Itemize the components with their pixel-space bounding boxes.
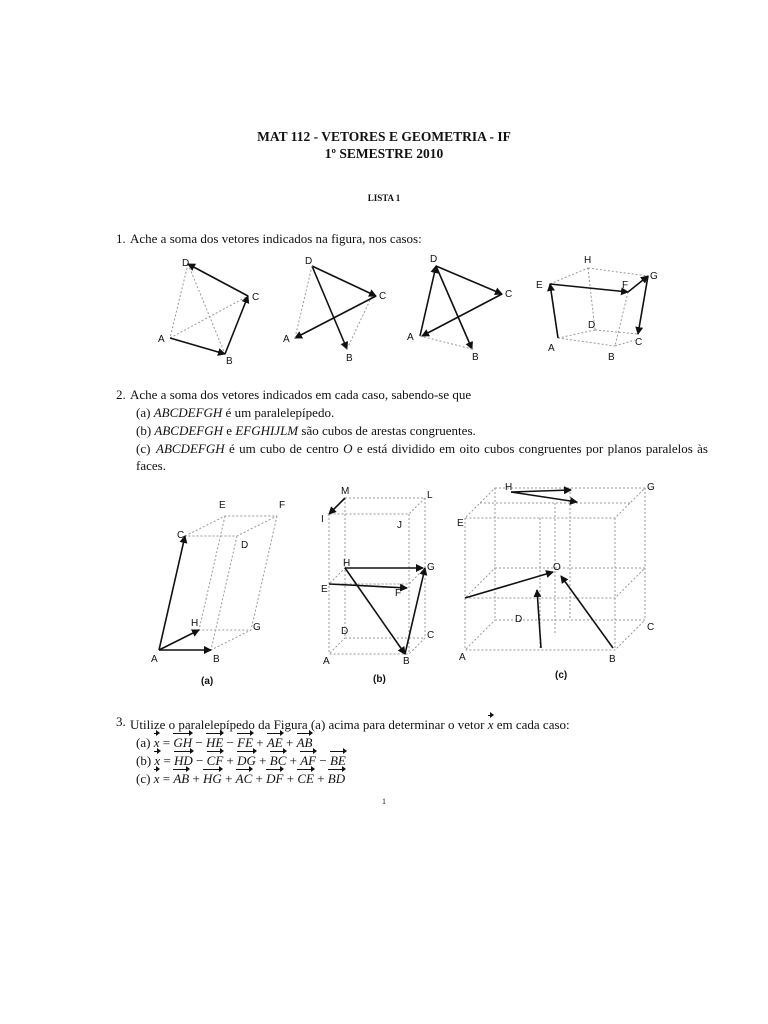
q1-figures <box>150 252 670 372</box>
label: E <box>219 500 226 511</box>
q3-item-b: (b) x = HD − CF + DG + BC + AF − BE <box>136 749 346 769</box>
label: D <box>515 614 523 625</box>
q2-item-c: (c) ABCDEFGH é um cubo de centro O e está dividido em oito cubos congruentes por planos paralelos às faces. <box>136 441 708 473</box>
label: C <box>379 291 387 302</box>
label: A <box>459 652 466 663</box>
label: B <box>346 353 353 364</box>
q3-number: 3. <box>116 714 126 729</box>
q1-figure-3 <box>407 254 512 363</box>
q1-figure-1 <box>158 258 259 367</box>
label: F <box>279 500 286 511</box>
label: D <box>182 258 190 269</box>
label: E <box>321 584 328 595</box>
label: C <box>505 289 513 300</box>
label: M <box>341 486 350 497</box>
label: A <box>407 332 414 343</box>
q2-item-a: (a) ABCDEFGH é um paralelepípedo. <box>136 405 335 420</box>
label: L <box>427 490 433 501</box>
label: H <box>343 558 351 569</box>
label: H <box>584 255 592 266</box>
label: O <box>553 562 561 573</box>
label: D <box>430 254 438 265</box>
label: A <box>548 343 555 354</box>
label: A <box>151 654 158 665</box>
label: C <box>427 630 435 641</box>
label: C <box>252 292 260 303</box>
label: B <box>608 352 615 363</box>
label: C <box>647 622 655 633</box>
label: A <box>158 334 165 345</box>
q1-text: Ache a soma dos vetores indicados na figura, nos casos: <box>130 231 422 246</box>
q2-number: 2. <box>116 387 126 402</box>
label: H <box>191 618 199 629</box>
label: B <box>213 654 220 665</box>
caption-c: (c) <box>555 670 568 681</box>
label: J <box>397 520 402 531</box>
q1-figure-4 <box>536 255 658 363</box>
label: G <box>253 622 261 633</box>
label: G <box>427 562 435 573</box>
list-label: LISTA 1 <box>367 193 401 203</box>
q3-item-a: (a) x = GH − HE − FE + AE + AB <box>136 731 312 751</box>
q2-item-b: (b) ABCDEFGH e EFGHIJLM são cubos de arestas congruentes. <box>136 423 476 438</box>
label: D <box>241 540 249 551</box>
label: G <box>650 271 658 282</box>
page-number: 1 <box>382 797 386 806</box>
label: C <box>635 337 643 348</box>
caption-a: (a) <box>201 676 214 687</box>
q3-text: Utilize o paralelepípedo da Figura (a) acima para determinar o vetor x em cada caso: <box>130 713 570 733</box>
label: B <box>472 352 479 363</box>
label: F <box>622 280 629 291</box>
label: D <box>305 256 313 267</box>
label: H <box>505 482 513 493</box>
q2-figures <box>145 478 675 688</box>
semester: 1º SEMESTRE 2010 <box>324 146 444 161</box>
label: E <box>457 518 464 529</box>
label: C <box>177 530 185 541</box>
label: A <box>323 656 330 667</box>
label: F <box>395 588 402 599</box>
q1-number: 1. <box>116 231 126 246</box>
label: E <box>536 280 543 291</box>
label: I <box>321 514 324 525</box>
label: G <box>647 482 655 493</box>
label: D <box>588 320 596 331</box>
course-title: MAT 112 - VETORES E GEOMETRIA - IF <box>257 129 511 144</box>
q1-figure-2 <box>283 256 386 364</box>
label: B <box>226 356 233 367</box>
q3-item-c: (c) x = AB + HG + AC + DF + CE + BD <box>136 767 345 787</box>
label: B <box>403 656 410 667</box>
caption-b: (b) <box>373 674 386 685</box>
label: A <box>283 334 290 345</box>
q2-text: Ache a soma dos vetores indicados em cada caso, sabendo-se que <box>130 387 472 402</box>
label: B <box>609 654 616 665</box>
label: D <box>341 626 349 637</box>
